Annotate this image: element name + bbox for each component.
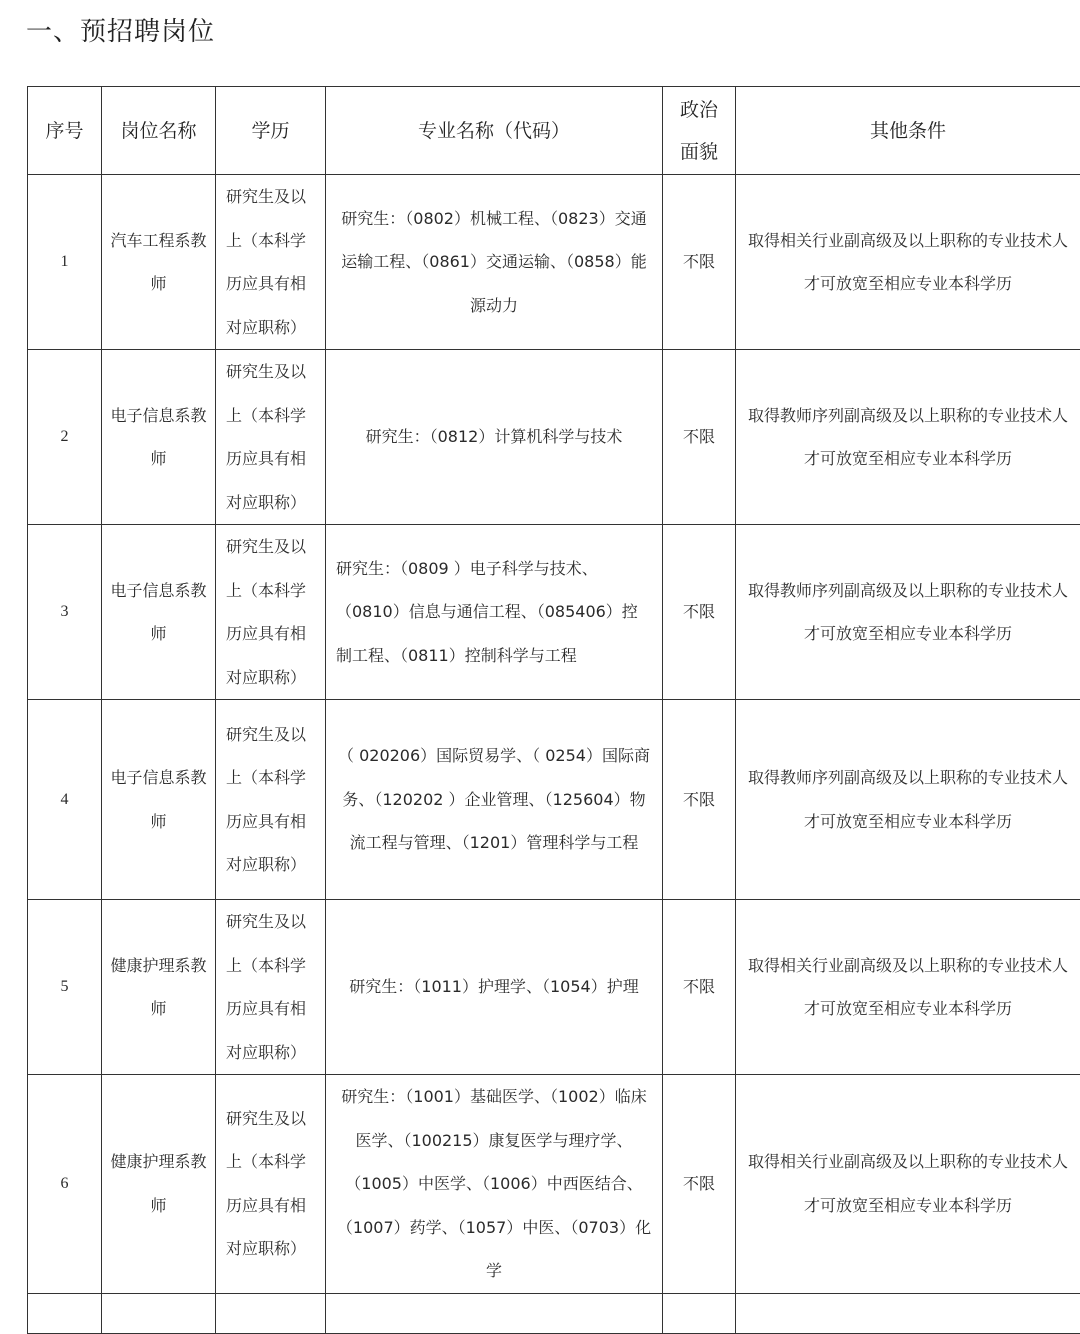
cell-political: 不限 bbox=[663, 700, 736, 900]
section-title: 一、预招聘岗位 bbox=[26, 12, 215, 52]
cell-empty bbox=[28, 1293, 102, 1333]
cell-major: （ 020206）国际贸易学、（ 0254）国际商务、（120202 ）企业管理、（125604）物流工程与管理、（1201）管理科学与工程 bbox=[326, 700, 663, 900]
cell-seq: 6 bbox=[28, 1075, 102, 1294]
cell-edu: 研究生及以上（本科学历应具有相对应职称） bbox=[216, 350, 326, 525]
cell-major: 研究生：（0802）机械工程、（0823）交通运输工程、（0861）交通运输、（0858）能源动力 bbox=[326, 175, 663, 350]
cell-seq: 1 bbox=[28, 175, 102, 350]
cell-empty bbox=[736, 1293, 1080, 1333]
positions-table bbox=[27, 86, 1080, 1334]
table-row bbox=[28, 1075, 1080, 1294]
header-seq: 序号 bbox=[28, 87, 102, 175]
cell-edu: 研究生及以上（本科学历应具有相对应职称） bbox=[216, 1075, 326, 1294]
cell-political: 不限 bbox=[663, 900, 736, 1075]
cell-political: 不限 bbox=[663, 525, 736, 700]
cell-edu: 研究生及以上（本科学历应具有相对应职称） bbox=[216, 175, 326, 350]
cell-empty bbox=[326, 1293, 663, 1333]
cell-empty bbox=[216, 1293, 326, 1333]
cell-edu: 研究生及以上（本科学历应具有相对应职称） bbox=[216, 525, 326, 700]
cell-other: 取得教师序列副高级及以上职称的专业技术人才可放宽至相应专业本科学历 bbox=[736, 525, 1080, 700]
cell-major: 研究生：（1001）基础医学、（1002）临床医学、（100215）康复医学与理疗学、（1005）中医学、（1006）中西医结合、（1007）药学、（1057）中医、（0703）化学 bbox=[326, 1075, 663, 1294]
cell-major: 研究生：（1011）护理学、（1054）护理 bbox=[326, 900, 663, 1075]
cell-seq: 5 bbox=[28, 900, 102, 1075]
table-row bbox=[28, 175, 1080, 350]
cell-major: 研究生：（0809 ）电子科学与技术、（0810）信息与通信工程、（085406）控制工程、（0811）控制科学与工程 bbox=[326, 525, 663, 700]
cell-job: 电子信息系教师 bbox=[102, 525, 216, 700]
header-major: 专业名称（代码） bbox=[326, 87, 663, 175]
cell-seq: 2 bbox=[28, 350, 102, 525]
cell-job: 汽车工程系教师 bbox=[102, 175, 216, 350]
cell-empty bbox=[102, 1293, 216, 1333]
cell-job: 电子信息系教师 bbox=[102, 350, 216, 525]
cell-other: 取得相关行业副高级及以上职称的专业技术人才可放宽至相应专业本科学历 bbox=[736, 900, 1080, 1075]
cell-other: 取得相关行业副高级及以上职称的专业技术人才可放宽至相应专业本科学历 bbox=[736, 1075, 1080, 1294]
cell-seq: 3 bbox=[28, 525, 102, 700]
table-row bbox=[28, 350, 1080, 525]
cell-political: 不限 bbox=[663, 350, 736, 525]
table-header-row bbox=[28, 87, 1080, 175]
cell-other: 取得教师序列副高级及以上职称的专业技术人才可放宽至相应专业本科学历 bbox=[736, 700, 1080, 900]
cell-job: 健康护理系教师 bbox=[102, 1075, 216, 1294]
table-row-partial bbox=[28, 1293, 1080, 1333]
cell-seq: 4 bbox=[28, 700, 102, 900]
table-row bbox=[28, 900, 1080, 1075]
header-other: 其他条件 bbox=[736, 87, 1080, 175]
cell-job: 电子信息系教师 bbox=[102, 700, 216, 900]
header-political: 政治面貌 bbox=[663, 87, 736, 175]
header-job: 岗位名称 bbox=[102, 87, 216, 175]
cell-job: 健康护理系教师 bbox=[102, 900, 216, 1075]
cell-political: 不限 bbox=[663, 175, 736, 350]
table-row bbox=[28, 525, 1080, 700]
cell-major: 研究生：（0812）计算机科学与技术 bbox=[326, 350, 663, 525]
cell-edu: 研究生及以上（本科学历应具有相对应职称） bbox=[216, 700, 326, 900]
header-edu: 学历 bbox=[216, 87, 326, 175]
cell-other: 取得教师序列副高级及以上职称的专业技术人才可放宽至相应专业本科学历 bbox=[736, 350, 1080, 525]
cell-empty bbox=[663, 1293, 736, 1333]
cell-edu: 研究生及以上（本科学历应具有相对应职称） bbox=[216, 900, 326, 1075]
cell-political: 不限 bbox=[663, 1075, 736, 1294]
table-row bbox=[28, 700, 1080, 900]
cell-other: 取得相关行业副高级及以上职称的专业技术人才可放宽至相应专业本科学历 bbox=[736, 175, 1080, 350]
